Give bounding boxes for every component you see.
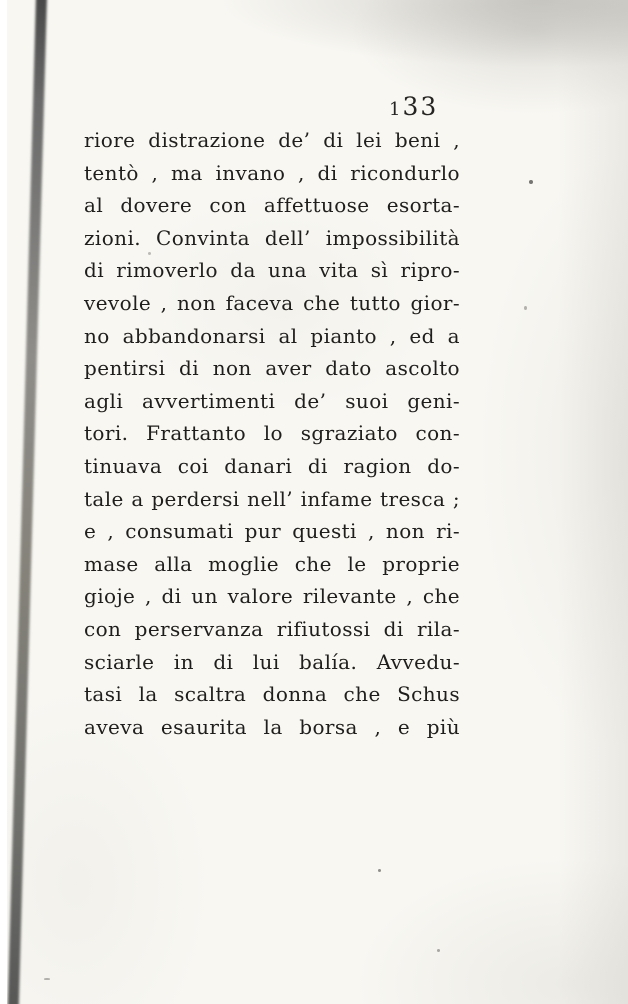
text-line: di rimoverlo da una vita sì ripro- (84, 258, 460, 283)
scan-left-margin (0, 0, 7, 1004)
scan-speckle (378, 869, 381, 872)
text-line: e , consumati pur questi , non ri- (84, 519, 460, 544)
scan-speckle (524, 306, 527, 310)
text-line: pentirsi di non aver dato ascolto (84, 356, 460, 381)
text-line: vevole , non faceva che tutto gior- (84, 290, 460, 315)
text-line: tasi la scaltra donna che Schus (84, 682, 460, 707)
body-text-block (84, 124, 460, 743)
text-line: mase alla moglie che le proprie (84, 551, 460, 576)
text-line: zioni. Convinta dell’ impossibilità (84, 225, 460, 250)
text-line: aveva esaurita la borsa , e più (84, 714, 460, 739)
scan-noise-right-edge (558, 0, 628, 1004)
text-line: agli avvertimenti de’ suoi geni- (84, 388, 460, 413)
text-line: con perservanza rifiutossi di rila- (84, 616, 460, 641)
scan-speckle (529, 180, 533, 184)
text-line: tori. Frattanto lo sgraziato con- (84, 421, 460, 446)
text-line: tentò , ma invano , di ricondurlo (84, 160, 460, 185)
text-line: al dovere con affettuose esorta- (84, 193, 460, 218)
text-line: tinuava coi danari di ragion do- (84, 453, 460, 478)
text-line: gioje , di un valore rilevante , che (84, 584, 460, 609)
scan-speckle (148, 252, 151, 255)
page-number: 133 (389, 92, 439, 121)
text-line: sciarle in di lui balía. Avvedu- (84, 649, 460, 674)
scan-speckle (44, 978, 50, 980)
text-line: no abbandonarsi al pianto , ed a (84, 323, 460, 348)
text-line: tale a perdersi nell’ infame tresca ; (84, 486, 460, 511)
scan-speckle (437, 949, 440, 952)
text-line: riore distrazione de’ di lei beni , (84, 128, 460, 152)
